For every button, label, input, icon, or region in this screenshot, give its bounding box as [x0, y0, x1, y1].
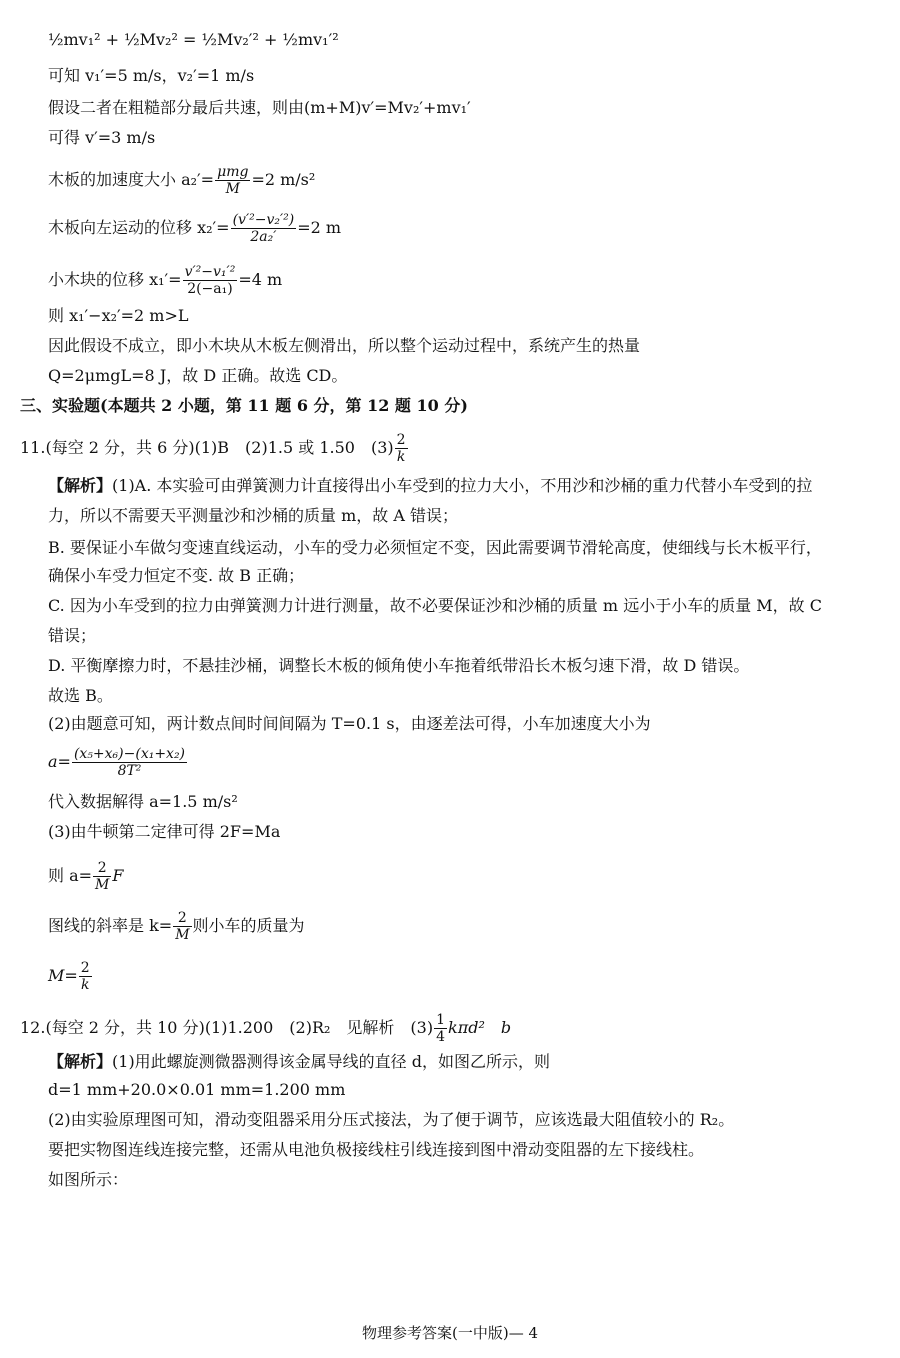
fraction-denominator: k: [81, 977, 90, 993]
text-line: B. 要保证小车做匀变速直线运动，小车的受力必须恒定不变，因此需要调节滑轮高度，使细线与长木板平行，: [48, 538, 822, 557]
text-segment: F: [112, 866, 124, 885]
text-line: 可知 v₁′=5 m/s，v₂′=1 m/s: [48, 66, 255, 85]
formula-line: [48, 746, 188, 779]
text-line: D. 平衡摩擦力时，不悬挂沙桶，调整长木板的倾角使小车拖着纸带沿长木板匀速下滑，故 D 错误。: [48, 656, 750, 675]
question-12-answer: [20, 1012, 511, 1045]
text-line: (3)由牛顿第二定律可得 2F=Ma: [48, 822, 281, 841]
fraction-numerator: 2: [93, 860, 111, 877]
text-line: 假设二者在粗糙部分最后共速，则由(m+M)v′=Mv₂′+mv₁′: [48, 98, 471, 117]
text-segment: 木板向左运动的位移 x₂′=: [48, 218, 230, 237]
fraction: [434, 1012, 447, 1045]
section-heading: 三、实验题(本题共 2 小题，第 11 题 6 分，第 12 题 10 分): [20, 396, 468, 415]
formula-line: [48, 264, 282, 297]
question-11-answer: [20, 432, 409, 465]
page-footer: 物理参考答案(一中版)— 4: [361, 1324, 539, 1342]
fraction-denominator: k: [396, 449, 406, 465]
fraction-numerator: v′²−v₁′²: [184, 264, 236, 280]
fraction: [395, 432, 408, 465]
fraction-numerator: 2: [80, 960, 90, 976]
fraction-numerator: μmg: [217, 164, 249, 180]
text-line: Q=2μmgL=8 J，故 D 正确。故选 CD。: [48, 366, 348, 385]
fraction: [183, 264, 238, 297]
fraction-numerator: 2: [396, 432, 406, 448]
text-line: 则 x₁′−x₂′=2 m>L: [48, 306, 189, 325]
text-segment: 12.(每空 2 分，共 10 分)(1)1.200 (2)R₂ 见解析 (3): [20, 1018, 434, 1037]
fraction-denominator: M: [175, 927, 190, 943]
fraction: [93, 860, 111, 893]
analysis-line: [48, 476, 812, 496]
text-line: 如图所示：: [48, 1170, 129, 1189]
fraction: [215, 164, 250, 197]
fraction: [173, 910, 191, 943]
analysis-tag: 【解析】: [48, 476, 113, 495]
formula-line: [48, 960, 93, 993]
fraction-denominator: 4: [436, 1029, 445, 1045]
text-segment: 11.(每空 2 分，共 6 分)(1)B (2)1.5 或 1.50 (3): [20, 438, 394, 457]
formula-line: [48, 212, 341, 245]
text-line: 故选 B。: [48, 686, 113, 705]
text-line: 因此假设不成立，即小木块从木板左侧滑出，所以整个运动过程中，系统产生的热量: [48, 336, 641, 355]
text-segment: 则 a=: [48, 866, 93, 885]
text-line: 要把实物图连线连接完整，还需从电池负极接线柱引线连接到图中滑动变阻器的左下接线柱。: [48, 1140, 705, 1159]
text-segment: (1)A. 本实验可由弹簧测力计直接得出小车受到的拉力大小，不用沙和沙桶的重力代替小车受到的拉: [112, 476, 813, 495]
text-line: 力，所以不需要天平测量沙和沙桶的质量 m，故 A 错误；: [48, 506, 458, 525]
formula-line: [48, 910, 305, 943]
text-segment: =4 m: [238, 270, 283, 289]
text-segment: =2 m: [297, 218, 342, 237]
text-line: C. 因为小车受到的拉力由弹簧测力计进行测量，故不必要保证沙和沙桶的质量 m 远小于小车的质量 M，故 C: [48, 596, 822, 615]
text-segment: M=: [48, 966, 78, 985]
fraction-numerator: (v′²−v₂′²): [232, 212, 295, 228]
text-segment: 则小车的质量为: [192, 916, 305, 935]
analysis-line: [48, 1052, 550, 1072]
text-segment: 小木块的位移 x₁′=: [48, 270, 182, 289]
fraction: [79, 960, 92, 993]
text-segment: kπd² b: [448, 1018, 512, 1037]
text-line: 可得 v′=3 m/s: [48, 128, 156, 147]
fraction-denominator: 8T²: [117, 763, 142, 779]
fraction: [72, 746, 187, 779]
text-line: 错误；: [48, 626, 97, 645]
formula-line: [48, 164, 315, 197]
text-segment: a=: [48, 752, 71, 771]
fraction-denominator: M: [95, 877, 110, 893]
text-segment: (1)用此螺旋测微器测得该金属导线的直径 d，如图乙所示，则: [112, 1052, 551, 1071]
fraction: [231, 212, 297, 245]
fraction-numerator: 1: [436, 1012, 445, 1028]
formula-line: [48, 860, 124, 893]
text-segment: 图线的斜率是 k=: [48, 916, 173, 935]
energy-equation: ½mv₁² + ½Mv₂² = ½Mv₂′² + ½mv₁′²: [48, 30, 339, 49]
fraction-denominator: M: [225, 181, 240, 197]
text-line: (2)由题意可知，两计数点间时间间隔为 T=0.1 s，由逐差法可得，小车加速度大小为: [48, 714, 651, 733]
fraction-numerator: (x₅+x₆)−(x₁+x₂): [73, 746, 186, 762]
fraction-denominator: 2(−a₁): [187, 281, 233, 297]
text-line: 确保小车受力恒定不变. 故 B 正确；: [48, 566, 305, 585]
text-line: 代入数据解得 a=1.5 m/s²: [48, 792, 238, 811]
text-segment: =2 m/s²: [251, 170, 316, 189]
text-segment: 木板的加速度大小 a₂′=: [48, 170, 215, 189]
fraction-numerator: 2: [173, 910, 191, 927]
text-line: d=1 mm+20.0×0.01 mm=1.200 mm: [48, 1080, 346, 1099]
analysis-tag: 【解析】: [48, 1052, 113, 1071]
text-line: (2)由实验原理图可知，滑动变阻器采用分压式接法，为了便于调节，应该选最大阻值较小的 R₂。: [48, 1110, 735, 1129]
fraction-denominator: 2a₂′: [250, 229, 277, 245]
